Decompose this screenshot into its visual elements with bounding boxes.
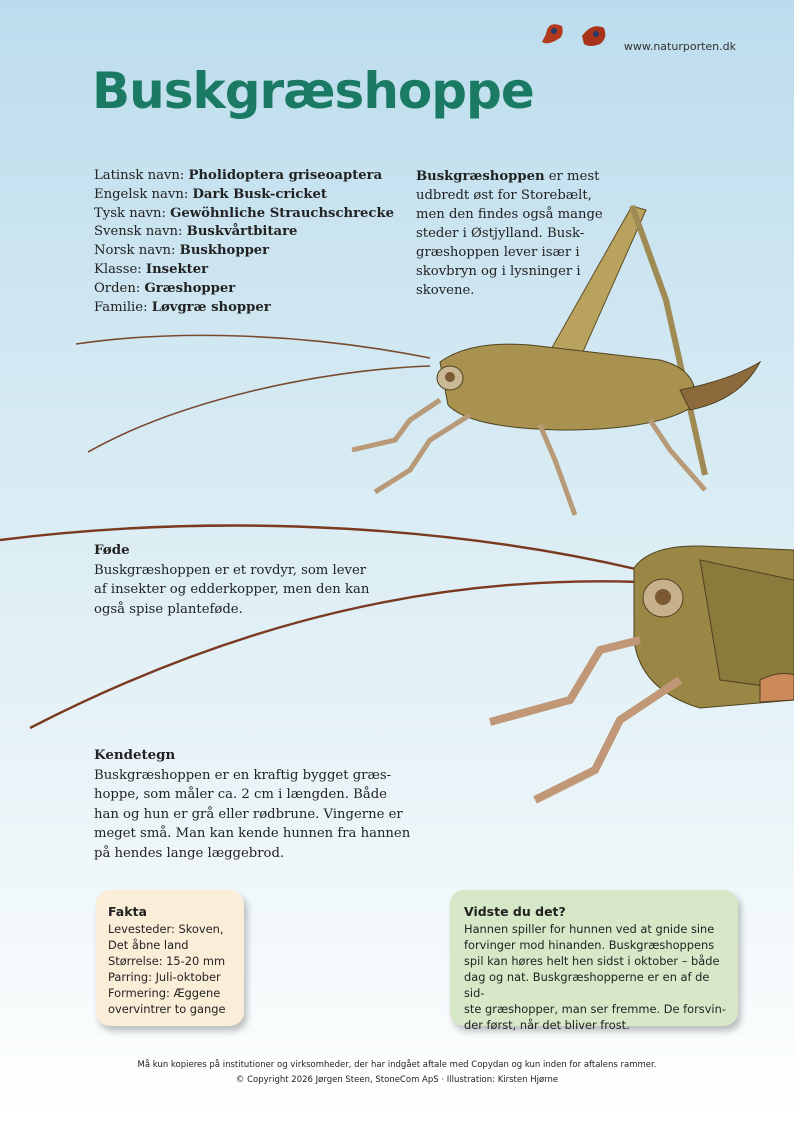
name-row-german: Tysk navn: Gewöhnliche Strauchschrecke: [94, 205, 394, 221]
footer-copyright: © Copyright 2026 Jørgen Steen, StoneCom ApS · Illustration: Kirsten Hjørne: [235, 1075, 559, 1085]
did-you-know-heading: Vidste du det?: [464, 904, 566, 919]
fakta-heading: Fakta: [108, 904, 147, 919]
name-row-class: Klasse: Insekter: [94, 261, 209, 277]
food-section: Føde Buskgræshoppen er et rovdyr, som lever af insekter og edderkopper, men den kan også spise plantefødе.: [94, 541, 384, 619]
features-heading: Kendetegn: [94, 747, 176, 763]
name-row-order: Orden: Græshopper: [94, 280, 236, 296]
page-title: Buskgræshoppe: [92, 62, 534, 120]
name-row-norwegian: Norsk navn: Buskhopper: [94, 243, 270, 259]
name-row-swedish: Svensk navn: Buskvårtbitare: [94, 224, 298, 240]
did-you-know-box: Vidste du det? Hannen spiller for hunnen ved at gnide sine forvinger mod hinanden. Buskgræshoppens spil kan høres helt hen sidst i oktober – både dag og nat. Buskgræshopperne er en af de sid- ste græshopper, man ser fremme. De forsvin- der først, når det bliver frost.: [450, 890, 738, 1026]
name-row-latin: Latinsk navn: Pholidoptera griseoaptera: [94, 168, 383, 183]
fakta-box: Fakta Levesteder: Skoven, Det åbne land Størrelse: 15-20 mm Parring: Juli-oktober Formering: Æggene overvintrer to gange: [96, 890, 244, 1026]
names-list: [94, 167, 394, 317]
site-url: www.naturporten.dk: [623, 40, 736, 53]
butterfly-logo: [538, 16, 620, 52]
food-heading: Føde: [94, 542, 130, 558]
intro-text: Buskgræshoppen er mest udbredt øst for Storebælt, men den findes også mange steder i Østjylland. Busk- græshoppen lever især i skovbryn og i lysninger i skovene.: [416, 169, 603, 298]
features-section: Kendetegn Buskgræshoppen er en kraftig bygget græs- hoppe, som måler ca. 2 cm i længden. Både han og hun er grå eller rødbrune. Vingerne er meget små. Man kan kende hunnen fra hannen på hendes lange læggebrod.: [94, 746, 414, 863]
name-row-english: Engelsk navn: Dark Busk-cricket: [94, 186, 327, 202]
footer-license: Må kun kopieres på institutioner og virksomheder, der har indgået aftale med Copydan og kun inden for aftalens rammer.: [137, 1060, 657, 1070]
name-row-family: Familie: Løvgræ shopper: [94, 299, 271, 315]
